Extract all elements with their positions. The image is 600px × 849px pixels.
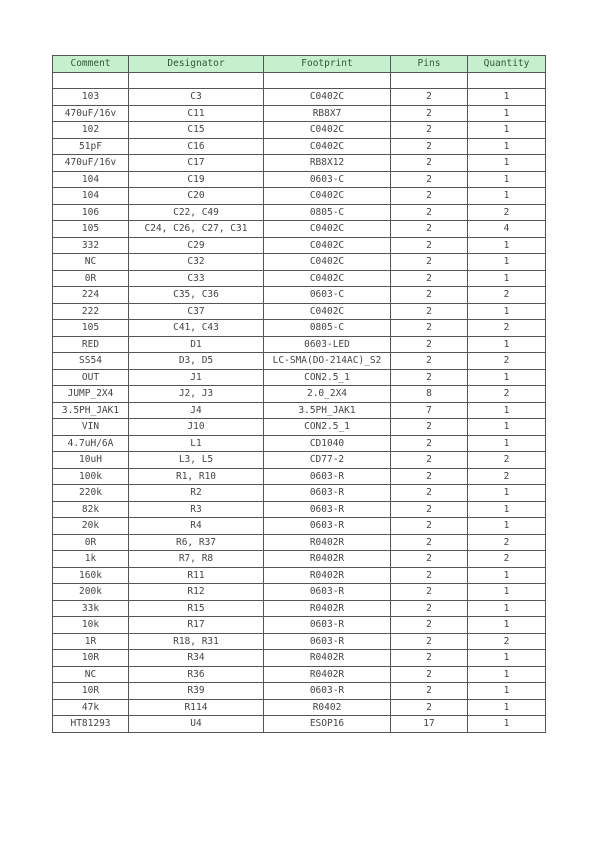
table-row <box>53 650 546 667</box>
table-row <box>53 633 546 650</box>
table-row <box>53 221 546 238</box>
cell-designator: R4 <box>129 518 264 535</box>
table-row <box>53 237 546 254</box>
cell-quantity: 4 <box>468 221 546 238</box>
table-row <box>53 452 546 469</box>
cell-designator: R34 <box>129 650 264 667</box>
cell-pins: 2 <box>391 221 468 238</box>
cell-designator: C3 <box>129 89 264 106</box>
cell-comment: 1k <box>53 551 129 568</box>
cell-quantity: 1 <box>468 617 546 634</box>
header-comment: Comment <box>53 56 129 73</box>
table-row <box>53 303 546 320</box>
cell-footprint: CD1040 <box>264 435 391 452</box>
cell-designator: J1 <box>129 369 264 386</box>
cell-footprint: C0402C <box>264 89 391 106</box>
cell-comment: 106 <box>53 204 129 221</box>
cell-comment: 10R <box>53 683 129 700</box>
cell-footprint: 0603-C <box>264 287 391 304</box>
table-row <box>53 584 546 601</box>
cell-pins: 2 <box>391 303 468 320</box>
cell-footprint: CON2.5_1 <box>264 419 391 436</box>
cell-quantity: 1 <box>468 369 546 386</box>
cell-pins: 2 <box>391 122 468 139</box>
cell-designator: C41, C43 <box>129 320 264 337</box>
cell-designator: J2, J3 <box>129 386 264 403</box>
cell-comment: 105 <box>53 320 129 337</box>
cell-footprint: R0402 <box>264 699 391 716</box>
cell-comment: 51pF <box>53 138 129 155</box>
cell-comment: 82k <box>53 501 129 518</box>
cell-quantity: 2 <box>468 534 546 551</box>
table-row <box>53 666 546 683</box>
empty-cell <box>129 73 264 89</box>
cell-designator: R1, R10 <box>129 468 264 485</box>
cell-footprint: C0402C <box>264 122 391 139</box>
cell-designator: R6, R37 <box>129 534 264 551</box>
cell-footprint: C0402C <box>264 254 391 271</box>
cell-pins: 2 <box>391 237 468 254</box>
cell-designator: R12 <box>129 584 264 601</box>
cell-pins: 2 <box>391 188 468 205</box>
cell-comment: SS54 <box>53 353 129 370</box>
cell-designator: C16 <box>129 138 264 155</box>
cell-footprint: C0402C <box>264 303 391 320</box>
cell-quantity: 2 <box>468 353 546 370</box>
cell-comment: NC <box>53 254 129 271</box>
table-row <box>53 320 546 337</box>
cell-comment: 200k <box>53 584 129 601</box>
cell-quantity: 1 <box>468 600 546 617</box>
table-row <box>53 270 546 287</box>
table-row <box>53 683 546 700</box>
cell-pins: 2 <box>391 171 468 188</box>
cell-quantity: 1 <box>468 485 546 502</box>
cell-designator: D1 <box>129 336 264 353</box>
table-row <box>53 171 546 188</box>
cell-designator: C35, C36 <box>129 287 264 304</box>
cell-footprint: 2.0_2X4 <box>264 386 391 403</box>
cell-footprint: 0603-R <box>264 617 391 634</box>
table-row <box>53 617 546 634</box>
cell-pins: 2 <box>391 270 468 287</box>
cell-pins: 2 <box>391 650 468 667</box>
cell-quantity: 1 <box>468 584 546 601</box>
table-row <box>53 716 546 733</box>
cell-designator: D3, D5 <box>129 353 264 370</box>
cell-footprint: R0402R <box>264 551 391 568</box>
table-row <box>53 386 546 403</box>
cell-footprint: LC-SMA(DO-214AC)_S2 <box>264 353 391 370</box>
cell-quantity: 2 <box>468 468 546 485</box>
cell-pins: 2 <box>391 369 468 386</box>
cell-comment: 100k <box>53 468 129 485</box>
cell-comment: 160k <box>53 567 129 584</box>
table-row <box>53 138 546 155</box>
cell-quantity: 2 <box>468 204 546 221</box>
cell-comment: OUT <box>53 369 129 386</box>
cell-footprint: CON2.5_1 <box>264 369 391 386</box>
table-row <box>53 287 546 304</box>
cell-comment: NC <box>53 666 129 683</box>
table-row <box>53 105 546 122</box>
cell-quantity: 2 <box>468 386 546 403</box>
cell-quantity: 1 <box>468 336 546 353</box>
table-row <box>53 336 546 353</box>
cell-comment: 0R <box>53 270 129 287</box>
table-body <box>53 73 546 733</box>
cell-pins: 2 <box>391 336 468 353</box>
cell-footprint: 0805-C <box>264 204 391 221</box>
cell-comment: HT81293 <box>53 716 129 733</box>
cell-quantity: 1 <box>468 122 546 139</box>
cell-designator: C37 <box>129 303 264 320</box>
table-row <box>53 600 546 617</box>
cell-designator: R17 <box>129 617 264 634</box>
cell-pins: 2 <box>391 551 468 568</box>
cell-comment: RED <box>53 336 129 353</box>
cell-comment: 470uF/16v <box>53 155 129 172</box>
cell-pins: 2 <box>391 452 468 469</box>
cell-pins: 2 <box>391 204 468 221</box>
cell-pins: 2 <box>391 485 468 502</box>
cell-pins: 2 <box>391 435 468 452</box>
cell-footprint: C0402C <box>264 221 391 238</box>
cell-quantity: 1 <box>468 89 546 106</box>
table-row <box>53 501 546 518</box>
table-row <box>53 551 546 568</box>
cell-footprint: 0603-C <box>264 171 391 188</box>
table-row <box>53 89 546 106</box>
cell-footprint: R0402R <box>264 567 391 584</box>
cell-quantity: 1 <box>468 666 546 683</box>
cell-comment: 47k <box>53 699 129 716</box>
table-row <box>53 155 546 172</box>
cell-pins: 2 <box>391 353 468 370</box>
cell-pins: 17 <box>391 716 468 733</box>
cell-designator: R2 <box>129 485 264 502</box>
cell-footprint: R0402R <box>264 666 391 683</box>
cell-designator: C24, C26, C27, C31 <box>129 221 264 238</box>
cell-designator: C32 <box>129 254 264 271</box>
cell-quantity: 1 <box>468 683 546 700</box>
cell-pins: 2 <box>391 419 468 436</box>
cell-quantity: 1 <box>468 567 546 584</box>
empty-cell <box>53 73 129 89</box>
cell-comment: 104 <box>53 171 129 188</box>
cell-designator: J4 <box>129 402 264 419</box>
cell-comment: 220k <box>53 485 129 502</box>
cell-comment: VIN <box>53 419 129 436</box>
cell-pins: 2 <box>391 254 468 271</box>
cell-comment: 102 <box>53 122 129 139</box>
empty-cell <box>391 73 468 89</box>
empty-row <box>53 73 546 89</box>
cell-pins: 8 <box>391 386 468 403</box>
cell-footprint: R0402R <box>264 600 391 617</box>
cell-quantity: 1 <box>468 155 546 172</box>
cell-pins: 2 <box>391 468 468 485</box>
cell-quantity: 1 <box>468 699 546 716</box>
table-row <box>53 468 546 485</box>
cell-footprint: 0603-R <box>264 485 391 502</box>
cell-pins: 2 <box>391 600 468 617</box>
cell-designator: C19 <box>129 171 264 188</box>
cell-comment: 470uF/16v <box>53 105 129 122</box>
cell-designator: R114 <box>129 699 264 716</box>
cell-designator: C15 <box>129 122 264 139</box>
cell-quantity: 1 <box>468 435 546 452</box>
cell-pins: 2 <box>391 699 468 716</box>
cell-pins: 2 <box>391 518 468 535</box>
cell-designator: R18, R31 <box>129 633 264 650</box>
cell-designator: R11 <box>129 567 264 584</box>
table-row <box>53 567 546 584</box>
header-row <box>53 56 546 73</box>
cell-quantity: 1 <box>468 518 546 535</box>
cell-designator: R39 <box>129 683 264 700</box>
cell-footprint: R0402R <box>264 534 391 551</box>
cell-footprint: 0603-LED <box>264 336 391 353</box>
cell-comment: 103 <box>53 89 129 106</box>
cell-comment: 0R <box>53 534 129 551</box>
cell-designator: R36 <box>129 666 264 683</box>
cell-pins: 2 <box>391 138 468 155</box>
cell-footprint: CD77-2 <box>264 452 391 469</box>
cell-comment: 332 <box>53 237 129 254</box>
table-row <box>53 204 546 221</box>
cell-quantity: 1 <box>468 188 546 205</box>
cell-pins: 2 <box>391 666 468 683</box>
cell-designator: J10 <box>129 419 264 436</box>
cell-quantity: 1 <box>468 254 546 271</box>
cell-pins: 7 <box>391 402 468 419</box>
cell-comment: 224 <box>53 287 129 304</box>
table-row <box>53 353 546 370</box>
bom-table <box>52 55 546 733</box>
cell-comment: 33k <box>53 600 129 617</box>
cell-designator: R3 <box>129 501 264 518</box>
cell-designator: C20 <box>129 188 264 205</box>
cell-quantity: 2 <box>468 320 546 337</box>
cell-comment: 10R <box>53 650 129 667</box>
table-row <box>53 402 546 419</box>
cell-footprint: 0603-R <box>264 683 391 700</box>
cell-footprint: C0402C <box>264 188 391 205</box>
table-row <box>53 369 546 386</box>
cell-quantity: 1 <box>468 105 546 122</box>
empty-cell <box>264 73 391 89</box>
cell-comment: 1R <box>53 633 129 650</box>
table-row <box>53 699 546 716</box>
table-row <box>53 419 546 436</box>
cell-quantity: 1 <box>468 402 546 419</box>
header-designator: Designator <box>129 56 264 73</box>
cell-footprint: 0603-R <box>264 468 391 485</box>
cell-comment: 4.7uH/6A <box>53 435 129 452</box>
cell-footprint: C0402C <box>264 237 391 254</box>
cell-footprint: 0603-R <box>264 501 391 518</box>
cell-footprint: C0402C <box>264 138 391 155</box>
cell-footprint: 0603-R <box>264 633 391 650</box>
table-row <box>53 518 546 535</box>
cell-quantity: 1 <box>468 303 546 320</box>
table-row <box>53 435 546 452</box>
table-row <box>53 254 546 271</box>
cell-pins: 2 <box>391 105 468 122</box>
cell-pins: 2 <box>391 501 468 518</box>
cell-quantity: 2 <box>468 633 546 650</box>
table-row <box>53 485 546 502</box>
cell-quantity: 2 <box>468 287 546 304</box>
cell-designator: C29 <box>129 237 264 254</box>
cell-pins: 2 <box>391 633 468 650</box>
empty-cell <box>468 73 546 89</box>
cell-quantity: 2 <box>468 452 546 469</box>
cell-quantity: 1 <box>468 171 546 188</box>
cell-designator: C17 <box>129 155 264 172</box>
cell-designator: R7, R8 <box>129 551 264 568</box>
cell-footprint: RB8X12 <box>264 155 391 172</box>
cell-designator: L3, L5 <box>129 452 264 469</box>
cell-footprint: ESOP16 <box>264 716 391 733</box>
cell-designator: U4 <box>129 716 264 733</box>
cell-comment: 20k <box>53 518 129 535</box>
cell-designator: R15 <box>129 600 264 617</box>
cell-pins: 2 <box>391 320 468 337</box>
cell-pins: 2 <box>391 683 468 700</box>
cell-comment: 105 <box>53 221 129 238</box>
cell-quantity: 1 <box>468 716 546 733</box>
cell-comment: 10uH <box>53 452 129 469</box>
cell-quantity: 1 <box>468 501 546 518</box>
cell-quantity: 1 <box>468 270 546 287</box>
cell-pins: 2 <box>391 89 468 106</box>
cell-quantity: 1 <box>468 650 546 667</box>
table-row <box>53 188 546 205</box>
cell-comment: 222 <box>53 303 129 320</box>
cell-comment: 3.5PH_JAK1 <box>53 402 129 419</box>
cell-quantity: 1 <box>468 138 546 155</box>
cell-pins: 2 <box>391 617 468 634</box>
cell-quantity: 1 <box>468 237 546 254</box>
cell-footprint: 0603-R <box>264 518 391 535</box>
cell-footprint: RB8X7 <box>264 105 391 122</box>
table-row <box>53 122 546 139</box>
cell-comment: 10k <box>53 617 129 634</box>
cell-comment: JUMP_2X4 <box>53 386 129 403</box>
table-row <box>53 534 546 551</box>
cell-footprint: 0603-R <box>264 584 391 601</box>
cell-pins: 2 <box>391 534 468 551</box>
cell-footprint: R0402R <box>264 650 391 667</box>
cell-designator: C33 <box>129 270 264 287</box>
cell-quantity: 1 <box>468 419 546 436</box>
cell-comment: 104 <box>53 188 129 205</box>
cell-designator: C11 <box>129 105 264 122</box>
cell-pins: 2 <box>391 287 468 304</box>
cell-designator: C22, C49 <box>129 204 264 221</box>
header-quantity: Quantity <box>468 56 546 73</box>
cell-pins: 2 <box>391 584 468 601</box>
cell-footprint: 3.5PH_JAK1 <box>264 402 391 419</box>
cell-designator: L1 <box>129 435 264 452</box>
cell-footprint: C0402C <box>264 270 391 287</box>
cell-quantity: 2 <box>468 551 546 568</box>
header-footprint: Footprint <box>264 56 391 73</box>
cell-footprint: 0805-C <box>264 320 391 337</box>
cell-pins: 2 <box>391 567 468 584</box>
header-pins: Pins <box>391 56 468 73</box>
cell-pins: 2 <box>391 155 468 172</box>
